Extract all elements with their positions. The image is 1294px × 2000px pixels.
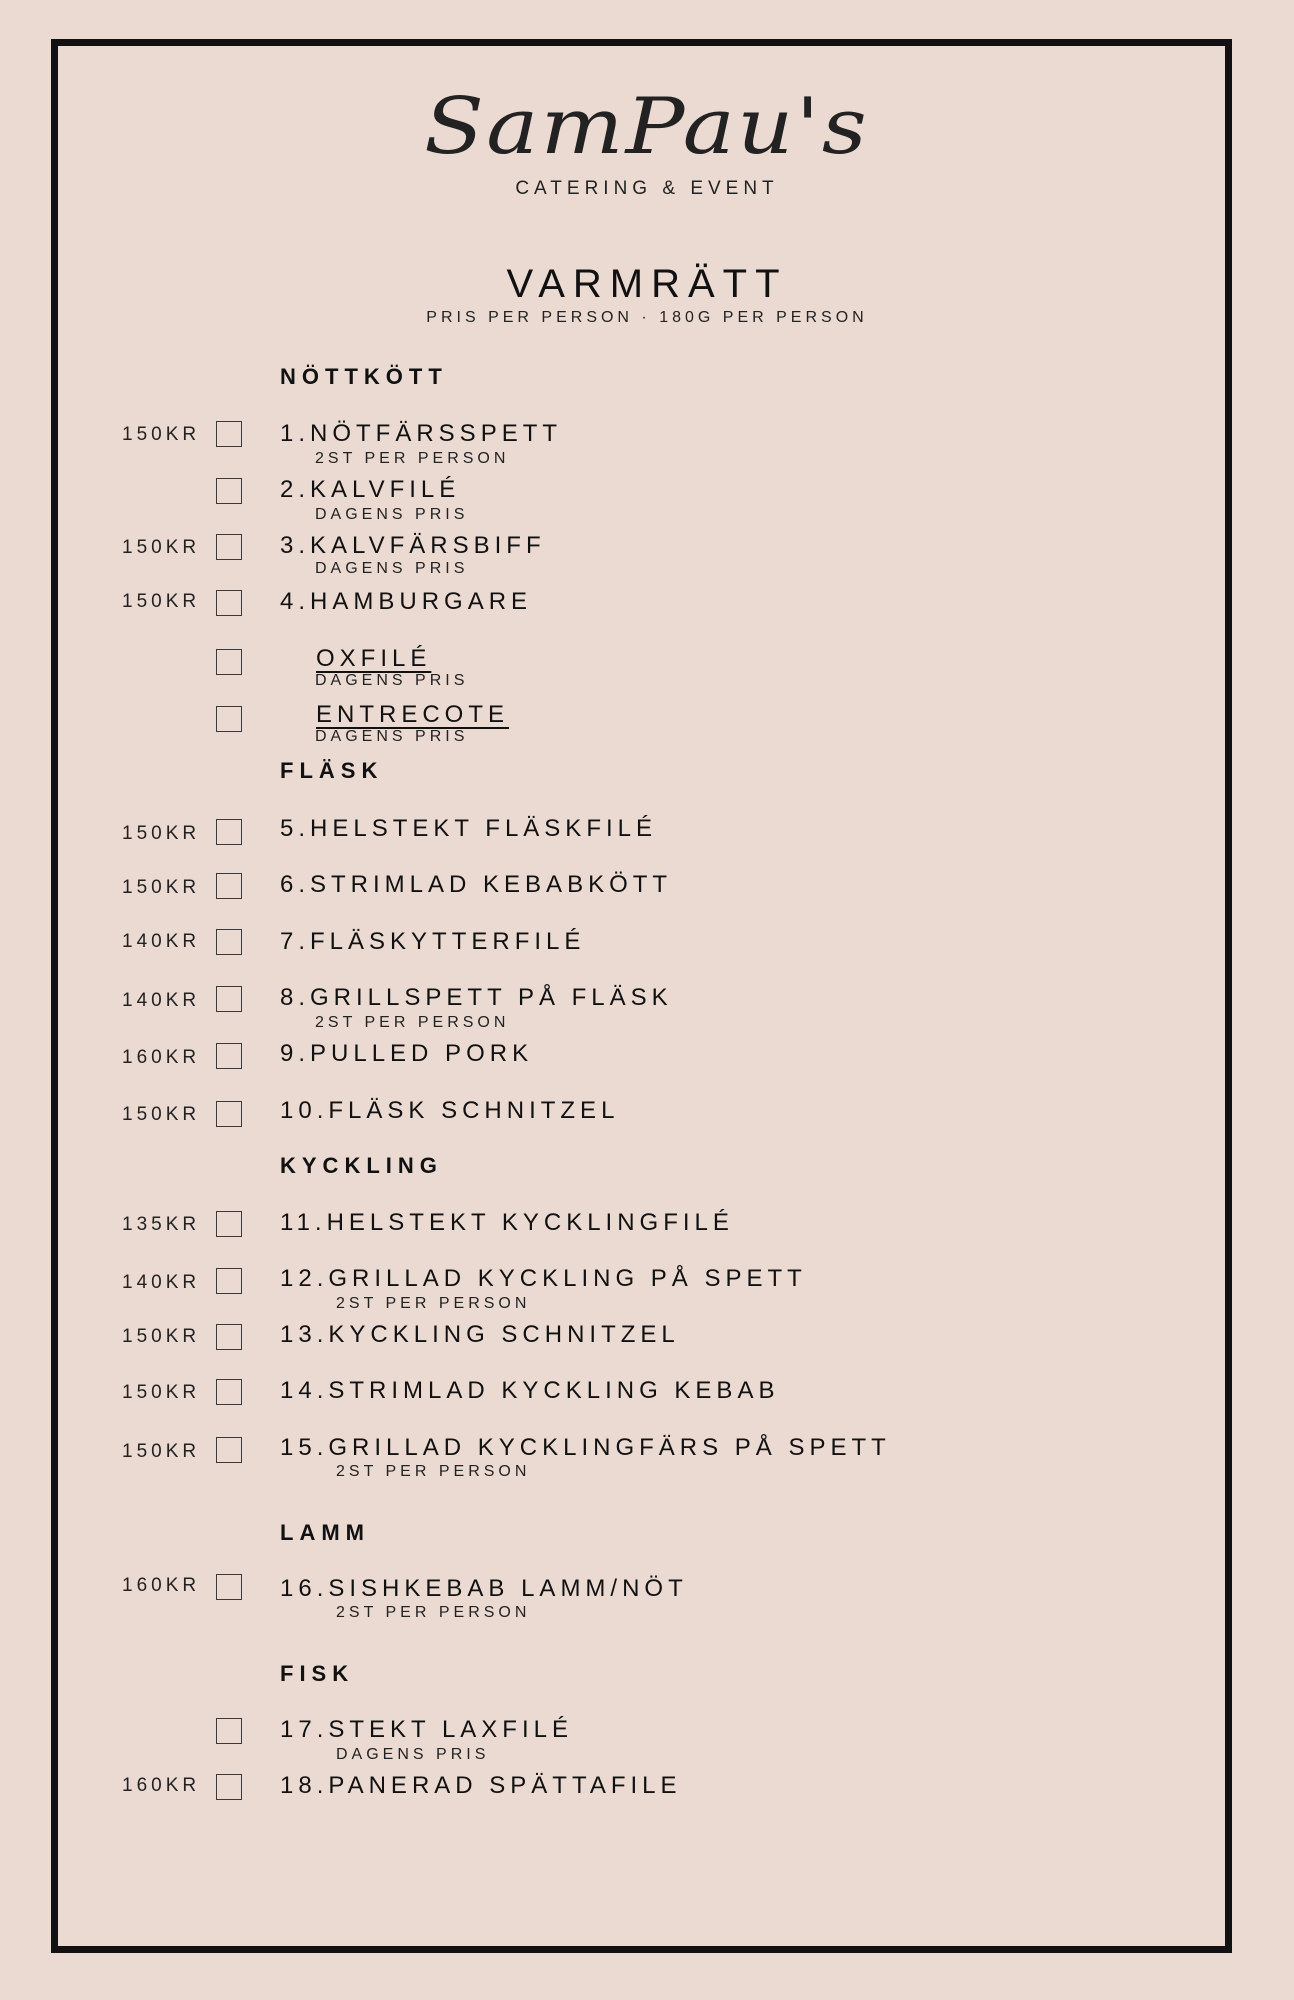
item-checkbox[interactable] — [216, 1574, 242, 1600]
item-price: 140KR — [122, 1272, 201, 1293]
section-heading-fisk: FISK — [280, 1661, 355, 1686]
item-price: 150KR — [122, 1104, 201, 1125]
item-price: 140KR — [122, 990, 201, 1011]
item-name: 6.STRIMLAD KEBABKÖTT — [280, 871, 673, 898]
item-note: 2ST PER PERSON — [315, 450, 510, 467]
item-note: 2ST PER PERSON — [315, 1014, 510, 1031]
item-checkbox[interactable] — [216, 706, 242, 732]
item-checkbox[interactable] — [216, 819, 242, 845]
item-checkbox[interactable] — [216, 1324, 242, 1350]
item-checkbox[interactable] — [216, 873, 242, 899]
item-price: 135KR — [122, 1214, 201, 1235]
item-price: 150KR — [122, 877, 201, 898]
item-price: 150KR — [122, 424, 201, 445]
item-name: 3.KALVFÄRSBIFF — [280, 532, 546, 559]
item-checkbox[interactable] — [216, 1211, 242, 1237]
item-price: 160KR — [122, 1047, 201, 1068]
item-name: 18.PANERAD SPÄTTAFILE — [280, 1772, 682, 1799]
item-checkbox[interactable] — [216, 590, 242, 616]
page-subtitle: PRIS PER PERSON · 180G PER PERSON — [426, 309, 868, 326]
logo-tagline: CATERING & EVENT — [515, 178, 779, 199]
item-name: 11.HELSTEKT KYCKLINGFILÉ — [280, 1209, 734, 1236]
item-price: 150KR — [122, 591, 201, 612]
item-note: 2ST PER PERSON — [336, 1295, 531, 1312]
item-checkbox[interactable] — [216, 1101, 242, 1127]
item-checkbox[interactable] — [216, 534, 242, 560]
item-name: 13.KYCKLING SCHNITZEL — [280, 1321, 680, 1348]
item-price: 150KR — [122, 1441, 201, 1462]
item-checkbox[interactable] — [216, 649, 242, 675]
section-heading-kyckling: KYCKLING — [280, 1153, 443, 1178]
item-name: 12.GRILLAD KYCKLING PÅ SPETT — [280, 1265, 807, 1292]
item-name: 7.FLÄSKYTTERFILÉ — [280, 928, 586, 955]
item-name: 1.NÖTFÄRSSPETT — [280, 420, 563, 447]
section-heading-flask: FLÄSK — [280, 758, 384, 783]
item-name: 4.HAMBURGARE — [280, 588, 533, 615]
item-name: 9.PULLED PORK — [280, 1040, 534, 1067]
item-price: 150KR — [122, 1382, 201, 1403]
item-name: 2.KALVFILÉ — [280, 476, 461, 503]
item-price: 160KR — [122, 1575, 201, 1596]
item-checkbox[interactable] — [216, 421, 242, 447]
page-title: VARMRÄTT — [506, 262, 788, 306]
item-name: 16.SISHKEBAB LAMM/NÖT — [280, 1575, 688, 1602]
item-name: 14.STRIMLAD KYCKLING KEBAB — [280, 1377, 780, 1404]
item-note: DAGENS PRIS — [315, 728, 469, 745]
item-price: 150KR — [122, 1326, 201, 1347]
item-name: 5.HELSTEKT FLÄSKFILÉ — [280, 815, 657, 842]
item-price: 150KR — [122, 537, 201, 558]
item-checkbox[interactable] — [216, 478, 242, 504]
item-name: 10.FLÄSK SCHNITZEL — [280, 1097, 620, 1124]
item-checkbox[interactable] — [216, 929, 242, 955]
item-note: 2ST PER PERSON — [336, 1604, 531, 1621]
item-checkbox[interactable] — [216, 1043, 242, 1069]
item-checkbox[interactable] — [216, 1774, 242, 1800]
item-checkbox[interactable] — [216, 986, 242, 1012]
item-name: 15.GRILLAD KYCKLINGFÄRS PÅ SPETT — [280, 1434, 891, 1461]
item-price: 140KR — [122, 931, 201, 952]
item-checkbox[interactable] — [216, 1437, 242, 1463]
item-name: 17.STEKT LAXFILÉ — [280, 1716, 573, 1743]
logo — [0, 82, 1294, 200]
item-note: DAGENS PRIS — [315, 506, 469, 523]
item-note: DAGENS PRIS — [315, 672, 469, 689]
section-heading-nottkott: NÖTTKÖTT — [280, 364, 448, 389]
item-note: DAGENS PRIS — [336, 1746, 490, 1763]
section-heading-lamm: LAMM — [280, 1520, 370, 1545]
item-name: ENTRECOTE — [316, 701, 510, 728]
item-checkbox[interactable] — [216, 1379, 242, 1405]
item-name: OXFILÉ — [316, 645, 432, 672]
logo-wordmark: SamPau's — [424, 82, 870, 172]
item-name: 8.GRILLSPETT PÅ FLÄSK — [280, 984, 673, 1011]
item-note: DAGENS PRIS — [315, 560, 469, 577]
item-note: 2ST PER PERSON — [336, 1463, 531, 1480]
item-checkbox[interactable] — [216, 1268, 242, 1294]
item-checkbox[interactable] — [216, 1718, 242, 1744]
item-price: 150KR — [122, 823, 201, 844]
item-price: 160KR — [122, 1775, 201, 1796]
